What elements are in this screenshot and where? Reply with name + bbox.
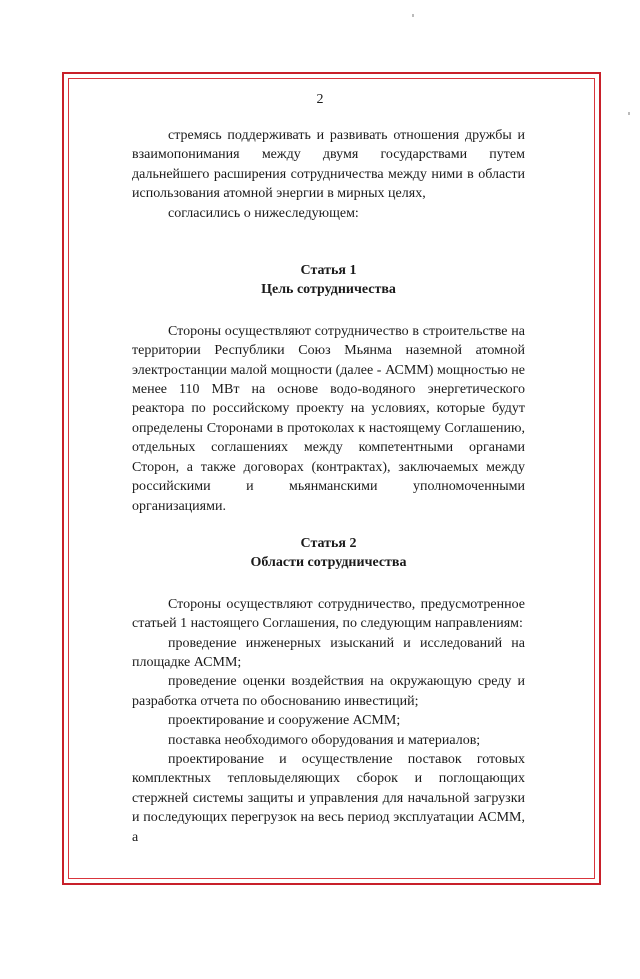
spacer — [132, 300, 525, 322]
document-body — [132, 126, 525, 847]
intro-paragraph: согласились о нижеследующем: — [168, 205, 359, 221]
page-number: 2 — [316, 92, 324, 107]
article-2-item: проведение инженерных изысканий и исследований на площадке АСММ; — [132, 635, 525, 670]
scan-dot — [412, 14, 414, 17]
article-2-item: проектирование и сооружение АСММ; — [168, 713, 401, 729]
spacer — [132, 573, 525, 595]
article-2-number: Статья 2 — [300, 535, 357, 551]
article-2-item: Стороны осуществляют сотрудничество, предусмотренное статьей 1 настоящего Соглашения, по следующим направлениям: — [132, 596, 525, 632]
article-2-item: проведение оценки воздействия на окружающую среду и разработка отчета по обоснованию инвестиций; — [132, 674, 525, 709]
spacer — [132, 516, 525, 534]
article-1-number: Статья 1 — [300, 263, 357, 279]
article-2-item: проектирование и осуществление поставок готовых комплектных тепловыделяющих сборок и поглощающих стержней системы защиты и управления для начальной загрузки и последующих перегрузок на весь период эксплуатации АСММ, а — [132, 751, 525, 845]
article-2-title: Области сотрудничества — [250, 555, 407, 571]
article-1-text: Стороны осуществляют сотрудничество в строительстве на территории Республики Союз Мьянма наземной атомной электростанции малой мощности (далее - АСММ) мощностью не менее 110 МВт на основе водо-водяного энергетического реактора по российскому проекту на условиях, которые будут определены Сторонами в протоколах к настоящему Соглашению, отдельных соглашениях между компетентными органами Сторон, а также договорах (контрактах), заключаемых между российскими и мьянманскими уполномоченными организациями. — [132, 323, 525, 514]
article-1-title: Цель сотрудничества — [261, 282, 396, 298]
spacer — [132, 223, 525, 261]
scan-dot — [628, 112, 630, 115]
article-2-item: поставка необходимого оборудования и материалов; — [168, 732, 481, 748]
intro-paragraph: стремясь поддерживать и развивать отношения дружбы и взаимопонимания между двумя государствами путем дальнейшего расширения сотрудничества между ними в области использования атомной энергии в мирных целях, — [132, 128, 525, 202]
